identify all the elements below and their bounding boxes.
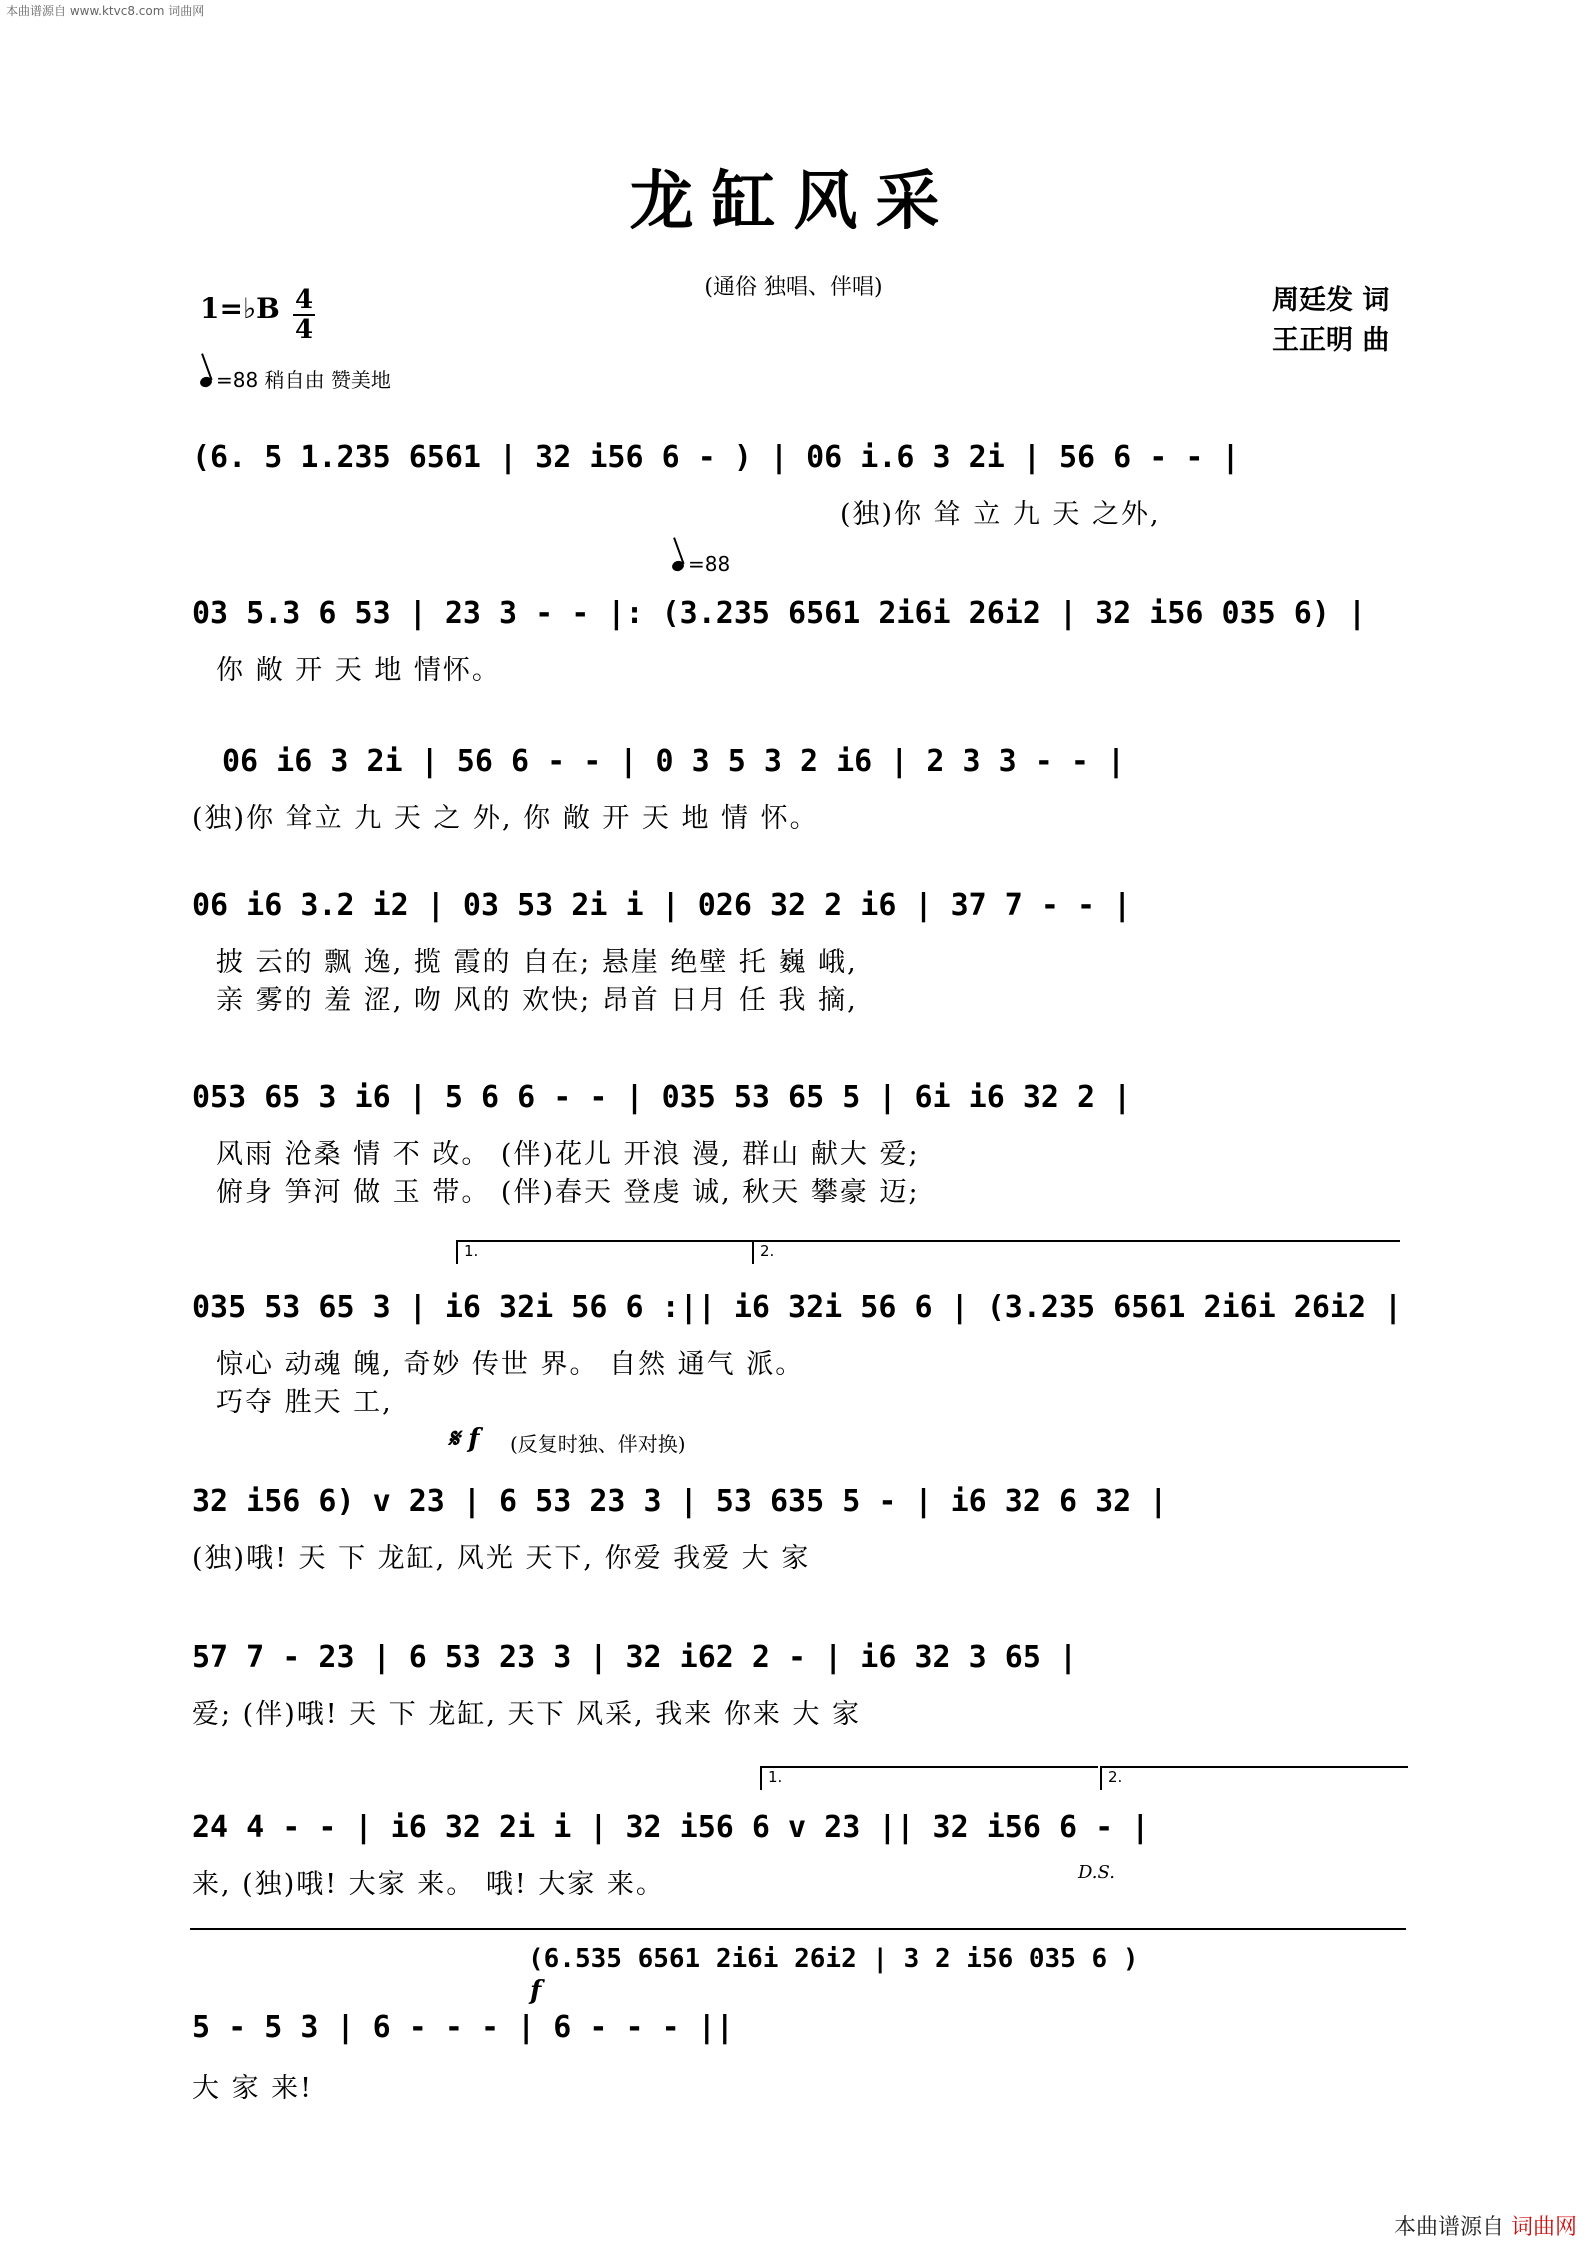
lyric-line: 巧夺 胜天 工,	[216, 1387, 393, 1418]
lyric-line: (独)你 耸 立 九 天 之外,	[840, 499, 1161, 530]
song-subtitle: (通俗 独唱、伴唱)	[704, 275, 883, 300]
volta-second: 2.	[1100, 1766, 1408, 1790]
key-signature: 1=♭B	[200, 292, 280, 325]
volta-first: 1.	[760, 1766, 1098, 1790]
notation-line: 57 7 - 23 | 6 53 23 3 | 32 i62 2 - | i6 32 3 65 |	[192, 1640, 1078, 1675]
ds-mark: D.S.	[1078, 1862, 1115, 1883]
notation-line: 32 i56 6) v 23 | 6 53 23 3 | 53 635 5 - | i6 32 6 32 |	[192, 1484, 1168, 1519]
lyric-line: 风雨 沧桑 情 不 改。 (伴)花儿 开浪 漫, 群山 献大 爱;	[216, 1139, 920, 1170]
lyric-line: 亲 雾的 羞 涩, 吻 风的 欢快; 昂首 日月 任 我 摘,	[216, 985, 858, 1016]
volta-first: 1.	[456, 1240, 754, 1264]
notation-line: 053 65 3 i6 | 5 6 6 - - | 035 53 65 5 | 6i i6 32 2 |	[192, 1080, 1132, 1115]
notation-line: 06 i6 3 2i | 56 6 - - | 0 3 5 3 2 i6 | 2 3 3 - - |	[222, 744, 1126, 779]
watermark-top: 本曲谱源自 www.ktvc8.com 词曲网	[6, 4, 205, 18]
notation-line: 035 53 65 3 | i6 32i 56 6 :|| i6 32i 56 6 | (3.235 6561 2i6i 26i2 |	[192, 1290, 1403, 1325]
lyric-line: (独)哦! 天 下 龙缸, 风光 天下, 你爱 我爱 大 家	[192, 1543, 811, 1574]
quarter-note-icon	[671, 559, 686, 573]
notation-line: 03 5.3 6 53 | 23 3 - - |: (3.235 6561 2i6i 26i2 | 32 i56 035 6) |	[192, 596, 1366, 631]
lyric-line: 爱; (伴)哦! 天 下 龙缸, 天下 风采, 我来 你来 大 家	[192, 1699, 862, 1730]
notation-line: 5 - 5 3 | 6 - - - | 6 - - - ||	[192, 2010, 734, 2045]
notation-line: 24 4 - - | i6 32 2i i | 32 i56 6 v 23 || 32 i56 6 - |	[192, 1810, 1150, 1845]
divider-line	[190, 1928, 1406, 1930]
lyric-line: 你 敞 开 天 地 情怀。	[216, 655, 501, 686]
lyric-line: 披 云的 飘 逸, 揽 霞的 自在; 悬崖 绝壁 托 巍 峨,	[216, 947, 858, 978]
forte-mark: f	[530, 1976, 542, 2006]
time-bottom: 4	[294, 315, 314, 345]
tempo-marking-2: =88	[672, 552, 730, 576]
notation-line: (6. 5 1.235 6561 | 32 i56 6 - ) | 06 i.6 3 2i | 56 6 - - |	[192, 440, 1240, 475]
song-title: 龙缸风采	[629, 164, 958, 239]
segno-forte-mark: 𝄋 f	[448, 1424, 480, 1454]
lyric-line: 俯身 笋河 做 玉 带。 (伴)春天 登虔 诚, 秋天 攀豪 迈;	[216, 1177, 920, 1208]
notation-line: (6.535 6561 2i6i 26i2 | 3 2 i56 035 6 )	[528, 1944, 1139, 1974]
repeat-instruction: (反复时独、伴对换)	[510, 1432, 686, 1456]
composer-credit: 王正明 曲	[1272, 325, 1390, 356]
volta-second: 2.	[752, 1240, 1400, 1264]
notation-line: 06 i6 3.2 i2 | 03 53 2i i | 026 32 2 i6 | 37 7 - - |	[192, 888, 1132, 923]
lyric-line: 大 家 来!	[192, 2073, 314, 2104]
time-top: 4	[294, 285, 314, 315]
lyric-line: (独)你 耸立 九 天 之 外, 你 敞 开 天 地 情 怀。	[192, 803, 819, 834]
time-signature	[292, 286, 316, 344]
lyric-line: 惊心 动魂 魄, 奇妙 传世 界。 自然 通气 派。	[216, 1349, 805, 1380]
tempo-marking: =88 稍自由 赞美地	[200, 364, 391, 393]
lyric-line: 来, (独)哦! 大家 来。 哦! 大家 来。	[192, 1869, 665, 1900]
lyricist-credit: 周廷发 词	[1272, 285, 1390, 316]
watermark-bottom: 本曲谱源自 词曲网	[1393, 2215, 1577, 2240]
quarter-note-icon	[199, 375, 214, 389]
